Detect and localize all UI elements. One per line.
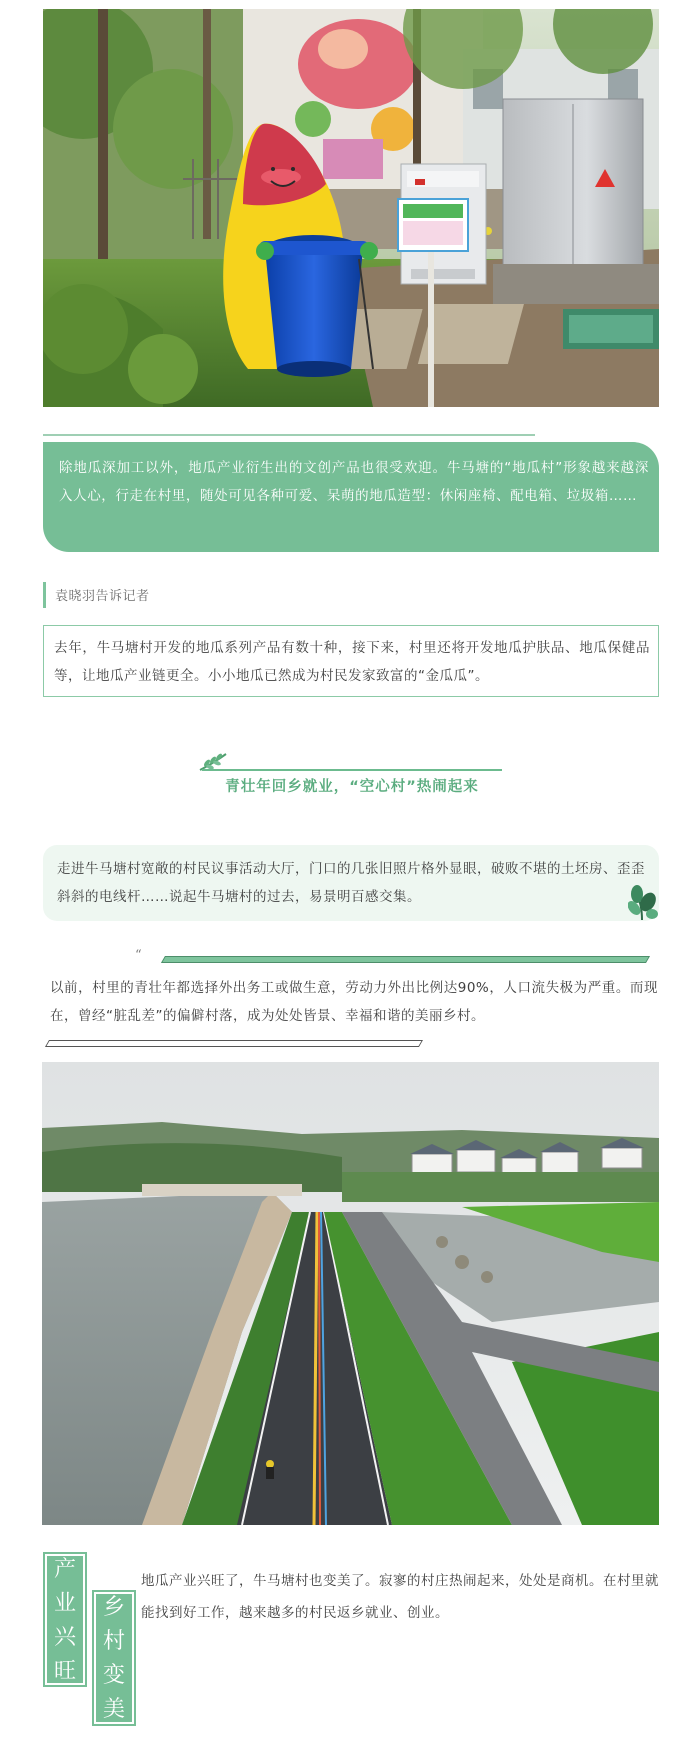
- section-heading: 青壮年回乡就业，“空心村”热闹起来: [225, 779, 479, 795]
- light-card-paragraph: 走进牛马塘村宽敞的村民议事活动大厅，门口的几张旧照片格外显眼，破败不堪的土坯房、歪歪斜斜的电线杆……说起牛马塘村的过去，易景明百感交集。: [57, 861, 645, 905]
- bordered-card-paragraph: 去年，牛马塘村开发的地瓜系列产品有数十种，接下来，村里还将开发地瓜护肤品、地瓜保健品等，让地瓜产业链更全。小小地瓜已然成为村民发家致富的“金瓜瓜”。: [54, 640, 650, 684]
- closing-paragraph: 地瓜产业兴旺了，牛马塘村也变美了。寂寥的村庄热闹起来，处处是商机。在村里就能找到好工作，越来越多的村民返乡就业、创业。: [141, 1573, 659, 1621]
- badge-char: 兴: [53, 1625, 76, 1650]
- vertical-badge-industry: [43, 1552, 87, 1687]
- quote-paragraph: 以前，村里的青壮年都选择外出务工或做生意，劳动力外出比例达90%，人口流失极为严重。而现在，曾经“脏乱差”的偏僻村落，成为处处皆景、幸福和谐的美丽乡村。: [50, 980, 658, 1024]
- vertical-badge-village: [92, 1590, 136, 1726]
- bordered-card: [43, 625, 659, 697]
- quote-mark-icon: “: [135, 948, 142, 963]
- photo-sweet-potato-mascot-trash-bin: [43, 9, 659, 407]
- badge-char: 业: [53, 1591, 76, 1616]
- badge-char: 美: [102, 1697, 125, 1722]
- heading-underline: [202, 769, 502, 771]
- divider-line: [43, 434, 535, 436]
- highlight-card: [43, 442, 659, 552]
- leaf-sprig-icon: [198, 750, 228, 776]
- badge-char: 变: [102, 1663, 125, 1688]
- light-card: [43, 845, 659, 921]
- reporter-accent-bar: [43, 582, 46, 608]
- badge-char: 产: [53, 1557, 76, 1582]
- badge-char: 村: [102, 1629, 125, 1654]
- card-paragraph: 除地瓜深加工以外，地瓜产业衍生出的文创产品也很受欢迎。牛马塘的“地瓜村”形象越来越深入人心，行走在村里，随处可见各种可爱、呆萌的地瓜造型：休闲座椅、配电箱、垃圾箱……: [59, 460, 649, 504]
- photo-aerial-village-road: [42, 1062, 659, 1525]
- quote-bottom-bar: [45, 1040, 423, 1047]
- reporter-label: 袁晓羽告诉记者: [55, 589, 150, 604]
- badge-char: 乡: [102, 1595, 125, 1620]
- quote-accent-bar: [161, 956, 650, 963]
- badge-char: 旺: [53, 1659, 76, 1684]
- plant-icon: [628, 884, 660, 924]
